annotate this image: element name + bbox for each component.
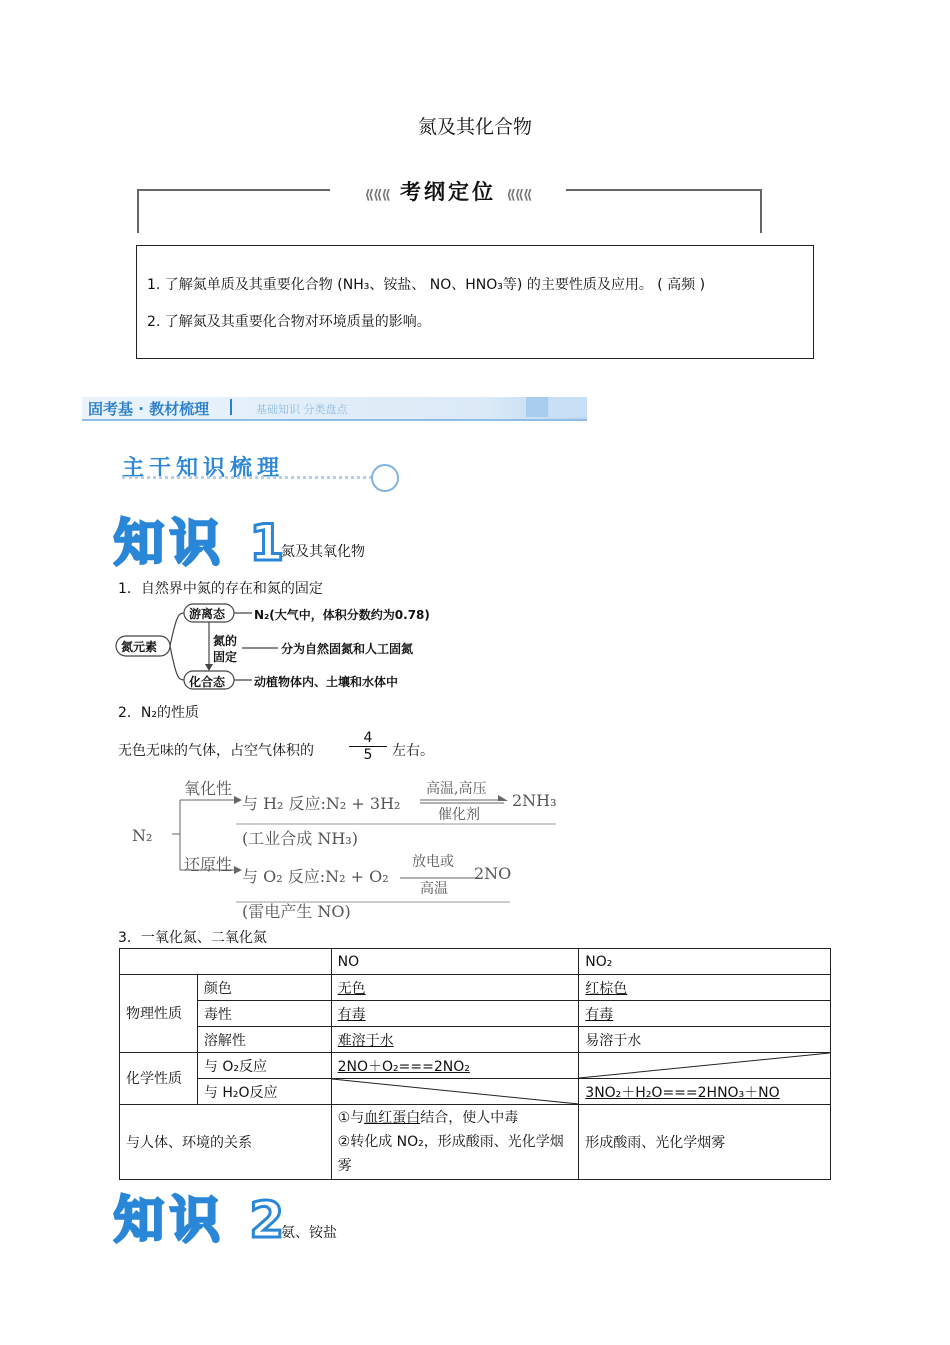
oxidizing-note: (工业合成 NH₃) — [242, 829, 358, 848]
table-cell — [331, 1105, 579, 1180]
reducing-label: 还原性 — [184, 855, 233, 874]
no2-solubility: 易溶于水 — [585, 1032, 642, 1049]
banner-block — [526, 397, 548, 417]
table-header-no: NO — [331, 949, 579, 975]
row-label-h2o: 与 H₂O反应 — [197, 1079, 331, 1105]
knowledge-2-subtitle: 氨、铵盐 — [281, 1225, 337, 1241]
s2-desc-pre: 无色无味的气体，占空气体积的 — [118, 743, 314, 759]
reducing-cond-top: 放电或 — [412, 854, 454, 870]
oxidizing-eq-right: 2NH₃ — [512, 791, 557, 810]
table-row — [120, 975, 831, 1001]
banner-title: 固考基 · 教材梳理 — [88, 400, 210, 418]
table-row — [120, 1053, 831, 1079]
table-cell — [331, 975, 579, 1001]
knowledge-1-subtitle: 氮及其氧化物 — [281, 544, 365, 560]
oxidizing-label: 氧化性 — [184, 779, 233, 798]
n2-label: N₂ — [132, 826, 153, 845]
table-row — [120, 1105, 831, 1180]
reducing-note: (雷电产生 NO) — [242, 902, 351, 921]
oxidizing-eq-left: 与 H₂ 反应:N₂ + 3H₂ — [242, 794, 401, 813]
dotted-rule — [122, 476, 372, 479]
banner-subtitle: 基础知识 分类盘点 — [256, 403, 348, 416]
nox-comparison-table — [119, 948, 831, 1180]
row-group-chemical: 化学性质 — [120, 1053, 198, 1105]
oxidizing-cond-bottom: 催化剂 — [438, 807, 480, 823]
knowledge-2-heading: 知识 2 — [114, 1191, 291, 1249]
row-label-toxicity: 毒性 — [197, 1001, 331, 1027]
tree-combined-label: 化合态 — [189, 675, 226, 689]
kaogang-frame-right — [760, 189, 762, 233]
fraction-numerator: 4 — [363, 730, 373, 746]
fraction — [348, 730, 388, 763]
row-label-color: 颜色 — [197, 975, 331, 1001]
row-label-solubility: 溶解性 — [197, 1027, 331, 1053]
objective-2: 2. 了解氮及其重要化合物对环境质量的影响。 — [147, 314, 431, 330]
objectives-box — [136, 245, 814, 359]
table-row — [120, 949, 831, 975]
table-cell — [579, 1001, 831, 1027]
no2-toxicity: 有毒 — [585, 1006, 614, 1023]
diagonal-slash — [579, 1053, 830, 1078]
tree-free-label: 游离态 — [189, 607, 226, 621]
banner-block — [550, 397, 587, 417]
knowledge-1-heading: 知识 1 — [114, 514, 291, 572]
diagonal-slash — [332, 1079, 579, 1104]
section-banner — [82, 397, 587, 421]
kaogang-header — [330, 176, 566, 206]
no-solubility: 难溶于水 — [337, 1032, 394, 1049]
no-o2-reaction: 2NO＋O₂===2NO₂ — [337, 1058, 470, 1075]
table-cell-empty — [579, 1053, 831, 1079]
tree-free-desc: N₂(大气中，体积分数约为0.78) — [254, 608, 430, 622]
tree-fix-label-2: 固定 — [213, 650, 238, 664]
no2-environment: 形成酸雨、光化学烟雾 — [579, 1105, 831, 1180]
arrows-right-icon: ⟪⟪⟪ — [506, 188, 532, 203]
no-env-2: ②转化成 NO₂，形成酸雨、光化学烟雾 — [337, 1134, 564, 1174]
table-row — [120, 1079, 831, 1105]
reducing-eq-right: 2NO — [474, 864, 512, 883]
arrows-left-icon: ⟪⟪⟪ — [364, 188, 390, 203]
table-cell-empty — [331, 1079, 579, 1105]
tree-fix-label-1: 氮的 — [213, 634, 238, 648]
table-row — [120, 1001, 831, 1027]
no-env-1c: 结合，使人中毒 — [420, 1110, 519, 1126]
objective-1: 1. 了解氮单质及其重要化合物 (NH₃、铵盐、 NO、HNO₃等) 的主要性质及应用。 ( 高频 ) — [147, 277, 706, 293]
no2-h2o-reaction: 3NO₂＋H₂O===2HNO₃＋NO — [585, 1084, 780, 1101]
table-cell — [331, 1001, 579, 1027]
tree-root-label: 氮元素 — [121, 640, 158, 654]
no-toxicity: 有毒 — [337, 1006, 366, 1023]
s1-heading: 1．自然界中氮的存在和氮的固定 — [118, 581, 323, 597]
s2-heading: 2．N₂的性质 — [118, 705, 199, 721]
kaogang-label: 考纲定位 — [400, 180, 496, 204]
reducing-eq-left: 与 O₂ 反应:N₂ + O₂ — [242, 867, 389, 886]
table-cell — [579, 975, 831, 1001]
s2-desc-post: 左右。 — [392, 743, 434, 759]
table-cell — [579, 1027, 831, 1053]
reducing-cond-bottom: 高温 — [420, 881, 448, 897]
circle-icon — [371, 464, 399, 492]
page-title: 氮及其化合物 — [417, 116, 532, 138]
table-header-no2: NO₂ — [579, 949, 831, 975]
no-env-1a: ①与 — [337, 1110, 365, 1126]
table-row — [120, 1027, 831, 1053]
row-group-physical: 物理性质 — [120, 975, 198, 1053]
table-cell — [579, 1079, 831, 1105]
oxidizing-cond-top: 高温,高压 — [426, 781, 487, 797]
s3-heading: 3．一氧化氮、二氧化氮 — [118, 930, 267, 946]
no2-color: 红棕色 — [585, 980, 628, 997]
kaogang-frame-left — [137, 189, 139, 233]
table-cell — [331, 1053, 579, 1079]
tree-combined-desc: 动植物体内、土壤和水体中 — [254, 675, 399, 689]
fraction-denominator: 5 — [363, 747, 373, 763]
row-label-environment: 与人体、环境的关系 — [120, 1105, 332, 1180]
no-color: 无色 — [337, 980, 366, 997]
no-env-1b: 血红蛋白 — [364, 1110, 421, 1126]
tree-fix-desc: 分为自然固氮和人工固氮 — [281, 642, 414, 656]
banner-divider — [230, 399, 232, 415]
table-cell — [120, 949, 332, 975]
section-header: 主干知识梳理 — [122, 456, 285, 481]
table-cell — [331, 1027, 579, 1053]
row-label-o2: 与 O₂反应 — [197, 1053, 331, 1079]
